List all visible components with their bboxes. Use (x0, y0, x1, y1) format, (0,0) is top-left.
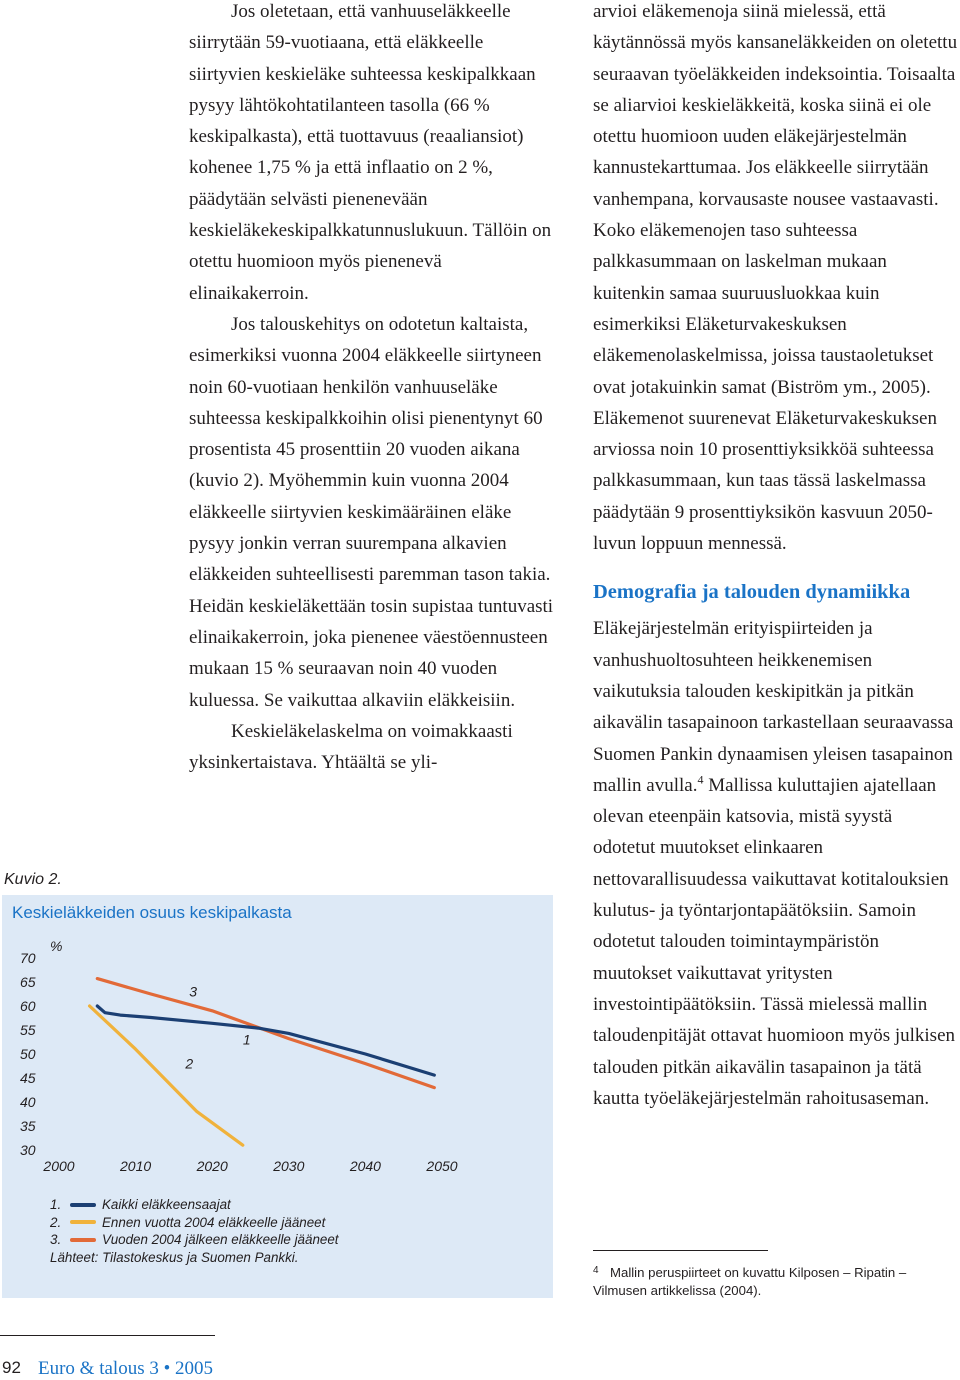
y-axis-label: % (50, 938, 63, 954)
y-tick-label: 70 (20, 950, 36, 966)
x-tick-label: 2000 (43, 1158, 75, 1174)
page-number: 92 (2, 1358, 21, 1377)
y-tick-label: 35 (20, 1118, 36, 1134)
legend-number: 2. (50, 1214, 62, 1230)
paragraph: Keskieläkelaskelma on voimakkaasti yksinkertaistava. Yhtäältä se yli- (189, 720, 513, 774)
x-tick-label: 2050 (426, 1158, 458, 1174)
legend-swatch (70, 1238, 96, 1242)
text-column-right (593, 0, 958, 1114)
legend-label: Ennen vuotta 2004 eläkkeelle jääneet (102, 1214, 326, 1230)
section-heading: Demografia ja talouden dynamiikka (593, 581, 911, 604)
legend-item (50, 1231, 339, 1249)
y-tick-label: 60 (20, 998, 36, 1014)
figure-title: Keskieläkkeiden osuus keskipalkasta (12, 903, 292, 922)
footnote-text: Mallin peruspiirteet on kuvattu Kilposen – Ripatin – Vilmusen artikkelissa (2004). (593, 1265, 907, 1298)
legend-swatch (70, 1220, 96, 1224)
y-tick-label: 65 (20, 974, 36, 990)
paragraph-text: Eläkejärjestelmän erityispiirteiden ja vanhushuoltosuhteen heikkenemisen vaikutuksia talouden keskipitkän ja pitkän aikavälin tasapainoon tarkastellaan seuraavassa Suomen Pankin dynaamisen yleisen tasapainon mallin avulla. (593, 618, 954, 796)
y-tick-label: 40 (20, 1094, 36, 1110)
chart-axes (20, 938, 458, 1174)
paragraph (593, 613, 958, 1114)
legend-label: Kaikki eläkkeensaajat (102, 1197, 231, 1212)
paragraph: Jos talouskehitys on odotetun kaltaista, esimerkiksi vuonna 2004 eläkkeelle siirtyneen noin 60-vuotiaan henkilön vanhuuseläke suhteessa keskipalkkoihin olisi pienentynyt 60 prosentista 45 prosenttiin 20 vuoden aikana (kuvio 2). Myöhemmin kuin vuonna 2004 eläkkeelle siirtyvien keskimääräinen eläke pysyy jonkin verran suurempana alkavien eläkkeiden suhteellisesti paremman tason takia. Heidän keskieläkettään tosin supistaa tuntuvasti elinaikakerroin, joka pienenee väestöennusteen mukaan 15 % seuraavan noin 40 vuoden kuluessa. Se vaikuttaa alkaviin eläkkeisiin. (189, 313, 554, 711)
series-line (90, 1006, 243, 1145)
y-tick-label: 55 (20, 1022, 36, 1038)
y-tick-label: 50 (20, 1046, 36, 1062)
paragraph-text: Mallissa kuluttajien ajatellaan olevan eteenpäin katsovia, mistä syystä odotetut muutokset elinkaaren nettovarallisuudessa vaikuttavat kotitalouksien kulutus- ja työntarjontapäätöksiin. Samoin odotetut talouden toimintaympäristön muutokset vaikuttavat yritysten investointipäätöksiin. Tässä mielessä mallin taloudenpitäjät ottavat huomioon myös julkisen talouden pitkän aikavälin tasapainon ja tätä kautta työeläkejärjestelmän rahoitusaseman. (593, 774, 956, 1109)
series-line (97, 1006, 434, 1075)
x-tick-label: 2040 (349, 1158, 381, 1174)
x-tick-label: 2010 (120, 1158, 152, 1174)
figure-source: Lähteet: Tilastokeskus ja Suomen Pankki. (50, 1249, 299, 1265)
figure-label: Kuvio 2. (4, 871, 62, 888)
x-tick-label: 2030 (273, 1158, 305, 1174)
chart-legend (50, 1196, 339, 1266)
footer-divider (0, 1335, 215, 1336)
footnote (593, 1262, 958, 1300)
series-label: 1 (242, 1031, 251, 1048)
chart-series (90, 979, 435, 1146)
legend-swatch (70, 1203, 96, 1207)
legend-label: Vuoden 2004 jälkeen eläkkeelle jääneet (102, 1232, 339, 1248)
legend-item (50, 1196, 339, 1214)
paragraph: arvioi eläkemenoja siinä mielessä, että käytännössä myös kansaneläkkeiden on oletettu seuraavan työeläkkeiden indeksointia. Toisaalta se aliarvioi keskieläkkeitä, koska siinä ei ole otettu huomioon uuden eläkejärjestelmän kannustekarttumaa. Jos eläkkeelle siirrytään vanhempana, korvausaste nousee vastaavasti. Koko eläkemenojen taso suhteessa palkkasummaan on laskelman mukaan kuitenkin samaa suuruusluokkaa kuin esimerkiksi Eläketurvakeskuksen eläkemenolaskelmissa, joissa taustaoletukset ovat jotakuinkin samat (Biström ym., 2005). Eläkemenot suurenevat Eläketurvakeskuksen arviossa noin 10 prosenttiyksikköä suhteessa palkkasummaan, kun taas tässä laskelmassa päädytään 9 prosenttiyksikön kasvuun 2050-luvun loppuun mennessä. (593, 1, 958, 555)
footnote-marker[interactable]: 4 (697, 772, 704, 787)
y-tick-label: 30 (20, 1142, 36, 1158)
footnote-divider (593, 1250, 768, 1251)
journal-name: Euro & talous 3 • 2005 (38, 1358, 213, 1379)
legend-item (50, 1214, 339, 1232)
text-column-middle (189, 0, 555, 778)
footnote-number: 4 (593, 1265, 599, 1276)
x-tick-label: 2020 (196, 1158, 228, 1174)
series-label: 2 (185, 1055, 194, 1072)
series-label: 3 (189, 983, 198, 1000)
series-line (97, 979, 434, 1088)
paragraph: Jos oletetaan, että vanhuuseläkkeelle siirrytään 59-vuotiaana, että eläkkeelle siirtyvien keskieläke suhteessa keskipalkkaan pysyy lähtökohtatilanteen tasolla (66 % keskipalkasta), että tuottavuus (reaaliansiot) kohenee 1,75 % ja että inflaatio on 2 %, päädytään selvästi pienenevään keskieläkekeskipalkkatunnuslukuun. Tällöin on otettu huomioon myös pienenevä elinaikakerroin. (189, 1, 552, 304)
y-tick-label: 45 (20, 1070, 36, 1086)
legend-number: 1. (50, 1197, 62, 1212)
legend-number: 3. (50, 1232, 62, 1248)
line-chart (0, 895, 553, 1195)
